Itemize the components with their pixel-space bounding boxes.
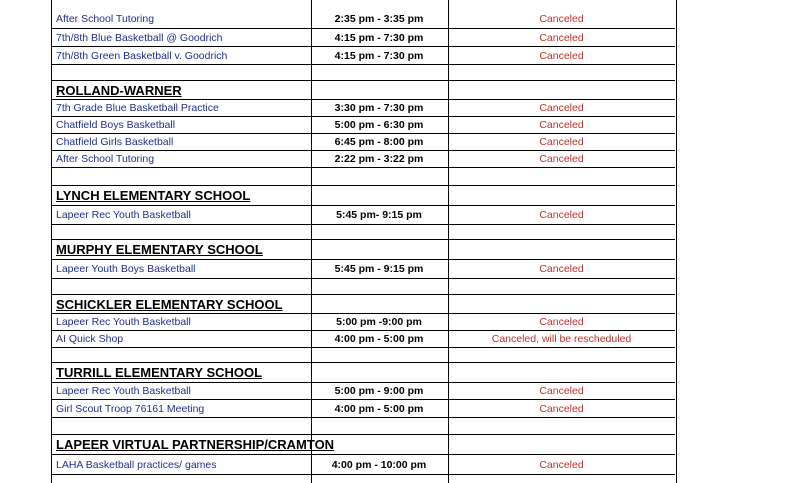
event-name: 7th Grade Blue Basketball Practice bbox=[56, 102, 219, 114]
event-name: 7th/8th Blue Basketball @ Goodrich bbox=[56, 31, 223, 44]
school-header-row bbox=[51, 295, 675, 314]
event-time: 2:22 pm - 3:22 pm bbox=[334, 153, 424, 165]
event-name: After School Tutoring bbox=[56, 12, 155, 25]
event-status: Canceled bbox=[539, 385, 584, 397]
school-header-row bbox=[51, 240, 675, 260]
event-time: 5:00 pm -9:00 pm bbox=[336, 316, 422, 328]
event-row bbox=[51, 9, 675, 29]
event-row bbox=[51, 47, 675, 65]
school-name: ROLLAND-WARNER bbox=[56, 82, 182, 98]
event-name: Lapeer Rec Youth Basketball bbox=[56, 385, 191, 397]
event-row bbox=[51, 134, 675, 151]
event-row bbox=[51, 151, 675, 168]
event-time: 3:30 pm - 7:30 pm bbox=[334, 102, 424, 114]
event-row bbox=[51, 455, 675, 475]
event-time: 5:45 pm- 9:15 pm bbox=[336, 209, 422, 221]
school-name: LYNCH ELEMENTARY SCHOOL bbox=[56, 188, 251, 203]
event-time: 4:00 pm - 5:00 pm bbox=[334, 333, 424, 345]
spacer-row bbox=[51, 418, 675, 435]
event-time: 6:45 pm - 8:00 pm bbox=[334, 136, 424, 148]
event-name: Lapeer Rec Youth Basketball bbox=[56, 316, 191, 328]
event-time: 5:00 pm - 9:00 pm bbox=[334, 385, 424, 397]
event-status: Canceled bbox=[539, 136, 584, 148]
spacer-row bbox=[51, 279, 675, 295]
event-name: Lapeer Youth Boys Basketball bbox=[56, 263, 196, 275]
event-status: Canceled bbox=[539, 102, 584, 114]
event-time: 4:15 pm - 7:30 pm bbox=[334, 31, 424, 44]
school-name: TURRILL ELEMENTARY SCHOOL bbox=[56, 365, 263, 380]
event-status: Canceled bbox=[539, 12, 584, 25]
school-header-row bbox=[51, 81, 675, 100]
event-status: Canceled bbox=[539, 263, 584, 275]
school-header-row bbox=[51, 186, 675, 206]
school-name: SCHICKLER ELEMENTARY SCHOOL bbox=[56, 296, 283, 312]
event-name: 7th/8th Green Basketball v. Goodrich bbox=[56, 49, 228, 62]
event-time: 2:35 pm - 3:35 pm bbox=[334, 12, 424, 25]
event-name: LAHA Basketball practices/ games bbox=[56, 458, 217, 471]
event-status: Canceled, will be rescheduled bbox=[491, 333, 632, 345]
event-row bbox=[51, 314, 675, 331]
event-status: Canceled bbox=[539, 49, 584, 62]
event-name: AI Quick Shop bbox=[56, 333, 124, 345]
spacer-row bbox=[51, 168, 675, 186]
event-status: Canceled bbox=[539, 316, 584, 328]
event-row bbox=[51, 29, 675, 47]
spacer-row bbox=[51, 65, 675, 81]
spacer-row bbox=[51, 225, 675, 240]
event-name: After School Tutoring bbox=[56, 153, 155, 165]
event-row bbox=[51, 331, 675, 348]
event-status: Canceled bbox=[539, 458, 584, 471]
event-row bbox=[51, 260, 675, 279]
event-row bbox=[51, 117, 675, 134]
event-row bbox=[51, 206, 675, 225]
school-name: MURPHY ELEMENTARY SCHOOL bbox=[56, 242, 263, 257]
event-time: 4:15 pm - 7:30 pm bbox=[334, 49, 424, 62]
event-row bbox=[51, 383, 675, 400]
event-status: Canceled bbox=[539, 31, 584, 44]
event-status: Canceled bbox=[539, 209, 584, 221]
event-status: Canceled bbox=[539, 402, 584, 415]
school-name: LAPEER VIRTUAL PARTNERSHIP/CRAMTON bbox=[56, 437, 335, 452]
event-row bbox=[51, 100, 675, 117]
event-status: Canceled bbox=[539, 119, 584, 131]
event-name: Chatfield Girls Basketball bbox=[56, 136, 174, 148]
event-status: Canceled bbox=[539, 153, 584, 165]
event-time: 4:00 pm - 5:00 pm bbox=[334, 402, 424, 415]
event-name: Chatfield Boys Basketball bbox=[56, 119, 176, 131]
event-name: Lapeer Rec Youth Basketball bbox=[56, 209, 191, 221]
school-header-row bbox=[51, 435, 675, 455]
spacer-row bbox=[51, 348, 675, 363]
event-time: 4:00 pm - 10:00 pm bbox=[331, 458, 427, 471]
event-time: 5:45 pm - 9:15 pm bbox=[334, 263, 424, 275]
event-row bbox=[51, 400, 675, 418]
event-time: 5:00 pm - 6:30 pm bbox=[334, 119, 424, 131]
event-name: Girl Scout Troop 76161 Meeting bbox=[56, 402, 205, 415]
school-header-row bbox=[51, 363, 675, 383]
